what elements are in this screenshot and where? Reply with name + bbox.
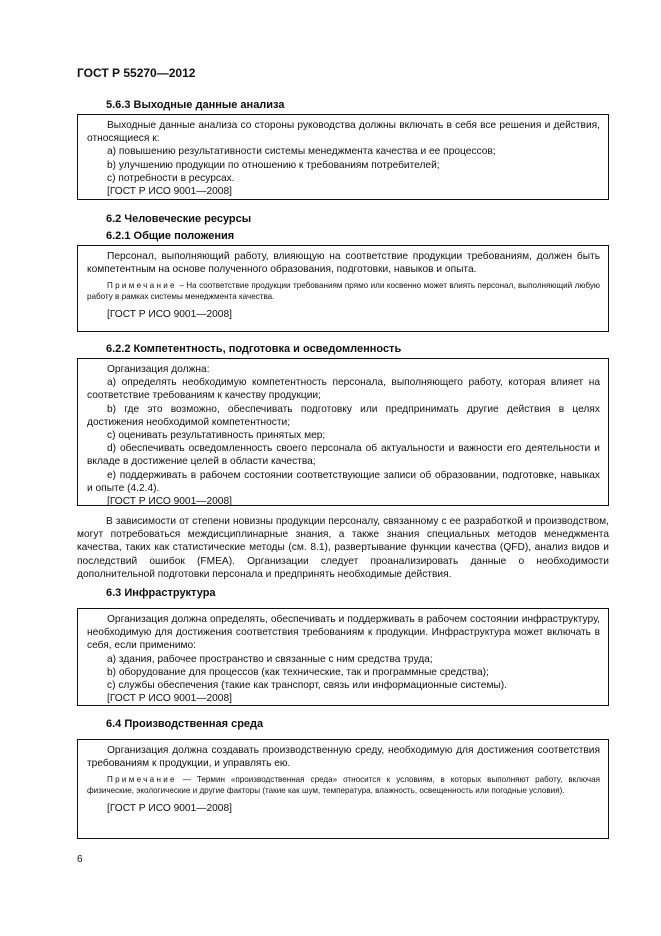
section-6-2-heading: 6.2 Человеческие ресурсы xyxy=(106,213,252,225)
list-item: b) где это возможно, обеспечивать подготовку или предпринимать другие действия в целях достижения необходимой компетентности; xyxy=(87,403,600,428)
page-number: 6 xyxy=(77,854,83,865)
note-label: Примечание xyxy=(107,281,177,291)
reference: [ГОСТ Р ИСО 9001—2008] xyxy=(107,309,232,321)
reference: [ГОСТ Р ИСО 9001—2008] xyxy=(107,496,232,508)
list-item: a) определять необходимую компетентность персонала, выполняющего работу, которая влияет на соответствие требованиям к качеству продукции; xyxy=(87,377,600,402)
section-5-6-3-heading: 5.6.3 Выходные данные анализа xyxy=(106,99,285,111)
reference: [ГОСТ Р ИСО 9001—2008] xyxy=(107,803,232,815)
paragraph: Организация должна: xyxy=(107,364,210,375)
paragraph: Выходные данные анализа со стороны руководства должны включать в себя все решения и действия, относящиеся к: xyxy=(87,120,600,145)
list-item: e) поддерживать в рабочем состоянии соответствующие записи об образовании, подготовке, навыках и опыте (4.2.4). xyxy=(87,469,600,494)
note-label: Примечание xyxy=(107,775,177,785)
paragraph: Организация должна определять, обеспечивать и поддерживать в рабочем состоянии инфраструктуру, необходимую для достижения соответствия требованиям к продукции. Инфраструктура может включать в себя, если применимо: xyxy=(87,614,600,652)
section-6-2-2-heading: 6.2.2 Компетентность, подготовка и осведомленность xyxy=(106,343,402,355)
list-item: b) оборудование для процессов (как технические, так и программные средства); xyxy=(107,666,489,678)
list-item: c) потребности в ресурсах. xyxy=(107,172,235,184)
quote-box-5-6-3 xyxy=(77,114,609,200)
paragraph: Персонал, выполняющий работу, влияющую на соответствие продукции требованиям, должен быть компетентным на основе полученного образования, подготовки, навыков и опыта. xyxy=(87,251,600,276)
section-6-3-heading: 6.3 Инфраструктура xyxy=(106,587,216,599)
reference: [ГОСТ Р ИСО 9001—2008] xyxy=(107,693,232,705)
reference: [ГОСТ Р ИСО 9001—2008] xyxy=(107,186,232,198)
list-item: a) повышению результативности системы менеджмента качества и ее процессов; xyxy=(107,146,496,158)
quote-box-6-4 xyxy=(77,739,609,839)
section-6-4-heading: 6.4 Производственная среда xyxy=(106,718,264,730)
section-6-2-1-heading: 6.2.1 Общие положения xyxy=(106,230,235,242)
list-item: c) оценивать результативность принятых мер; xyxy=(107,430,326,442)
note xyxy=(87,774,600,796)
quote-box-6-3 xyxy=(77,608,609,706)
note-text: — Термин «производственная среда» относится к условиям, в которых выполняют работу, включая физические, экологические и другие факторы (такие как шум, температура, влажность, освещенность или погодные условия). xyxy=(87,775,600,796)
list-item: b) улучшению продукции по отношению к требованиям потребителей; xyxy=(107,159,440,171)
paragraph: Организация должна создавать производственную среду, необходимую для достижения соответствия требованиям к продукции, и управлять ею. xyxy=(87,745,600,770)
list-item: c) службы обеспечения (такие как транспорт, связь или информационные системы). xyxy=(107,680,508,692)
note-text: – На соответствие продукции требованиям прямо или косвенно может влиять персонал, выполняющий любую работу в рамках системы менеджмента качества. xyxy=(87,281,600,302)
quote-box-6-2-2 xyxy=(77,358,609,506)
note xyxy=(87,280,600,302)
quote-box-6-2-1 xyxy=(77,245,609,332)
body-paragraph: В зависимости от степени новизны продукции персоналу, связанному с ее разработкой и производством, могут потребоваться междисциплинарные знания, а также знания специальных методов менеджмента качества, таких как статистические методы (см. 8.1), развертывание функции качества (QFD), анализ видов и последствий ошибок (FMEA). Организации следует проанализировать данные о необходимости дополнительной подготовки персонала и предпринять необходимые действия. xyxy=(77,516,609,580)
list-item: a) здания, рабочее пространство и связанные с ним средства труда; xyxy=(107,653,433,665)
list-item: d) обеспечивать осведомленность своего персонала об актуальности и важности его деятельности и вкладе в достижение целей в области качества; xyxy=(87,443,600,468)
document-header: ГОСТ Р 55270—2012 xyxy=(77,66,196,80)
